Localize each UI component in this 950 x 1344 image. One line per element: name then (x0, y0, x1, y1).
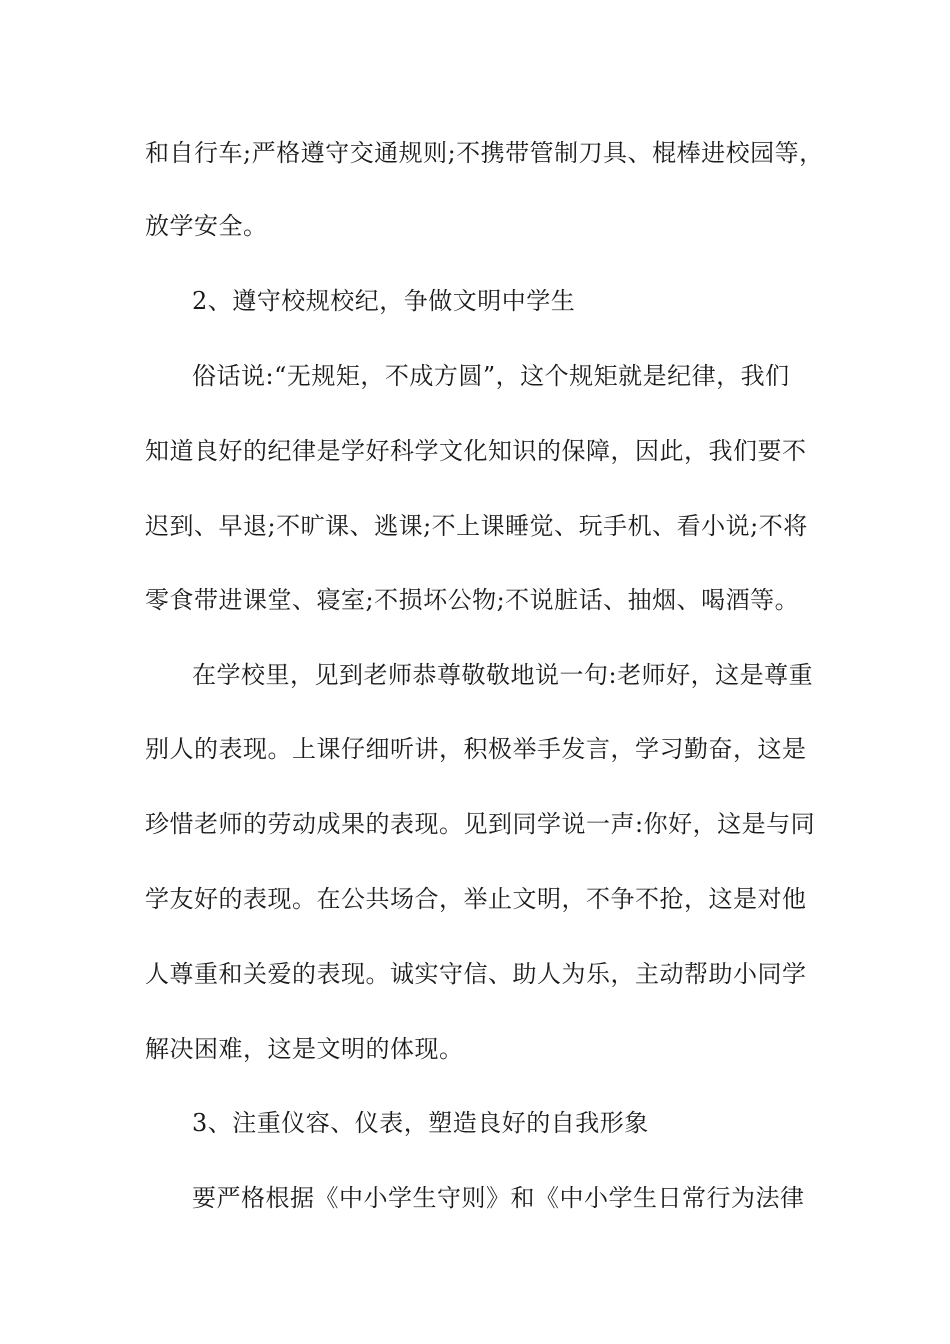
text-line: 解决困难，这是文明的体现。 (145, 1035, 464, 1063)
text-line: 要严格根据《中小学生守则》和《中小学生日常行为法律 (192, 1184, 805, 1212)
text-line: 和自行车;严格遵守交通规则;不携带管制刀具、棍棒进校园等， (145, 139, 824, 167)
text-line: 珍惜老师的劳动成果的表现。见到同学说一声:你好，这是与同 (145, 810, 816, 838)
text-line: 人尊重和关爱的表现。诚实守信、助人为乐，主动帮助小同学 (145, 960, 807, 988)
section-heading: 3、注重仪容、仪表，塑造良好的自我形象 (192, 1109, 649, 1137)
text-line: 零食带进课堂、寝室;不损坏公物;不说脏话、抽烟、喝酒等。 (145, 586, 800, 614)
text-line: 学友好的表现。在公共场合，举止文明，不争不抢，这是对他 (145, 885, 807, 913)
text-line: 在学校里，见到老师恭尊敬敬地说一句:老师好，这是尊重 (192, 661, 814, 689)
section-heading: 2、遵守校规校纪，争做文明中学生 (192, 287, 576, 315)
text-line: 别人的表现。上课仔细听讲，积极举手发言，学习勤奋，这是 (145, 735, 807, 763)
text-line: 放学安全。 (145, 212, 268, 240)
text-line: 知道良好的纪律是学好科学文化知识的保障，因此，我们要不 (145, 437, 807, 465)
text-line: 俗话说:“无规矩，不成方圆”，这个规矩就是纪律，我们 (192, 362, 790, 390)
text-line: 迟到、早退;不旷课、逃课;不上课睡觉、玩手机、看小说;不将 (145, 512, 808, 540)
